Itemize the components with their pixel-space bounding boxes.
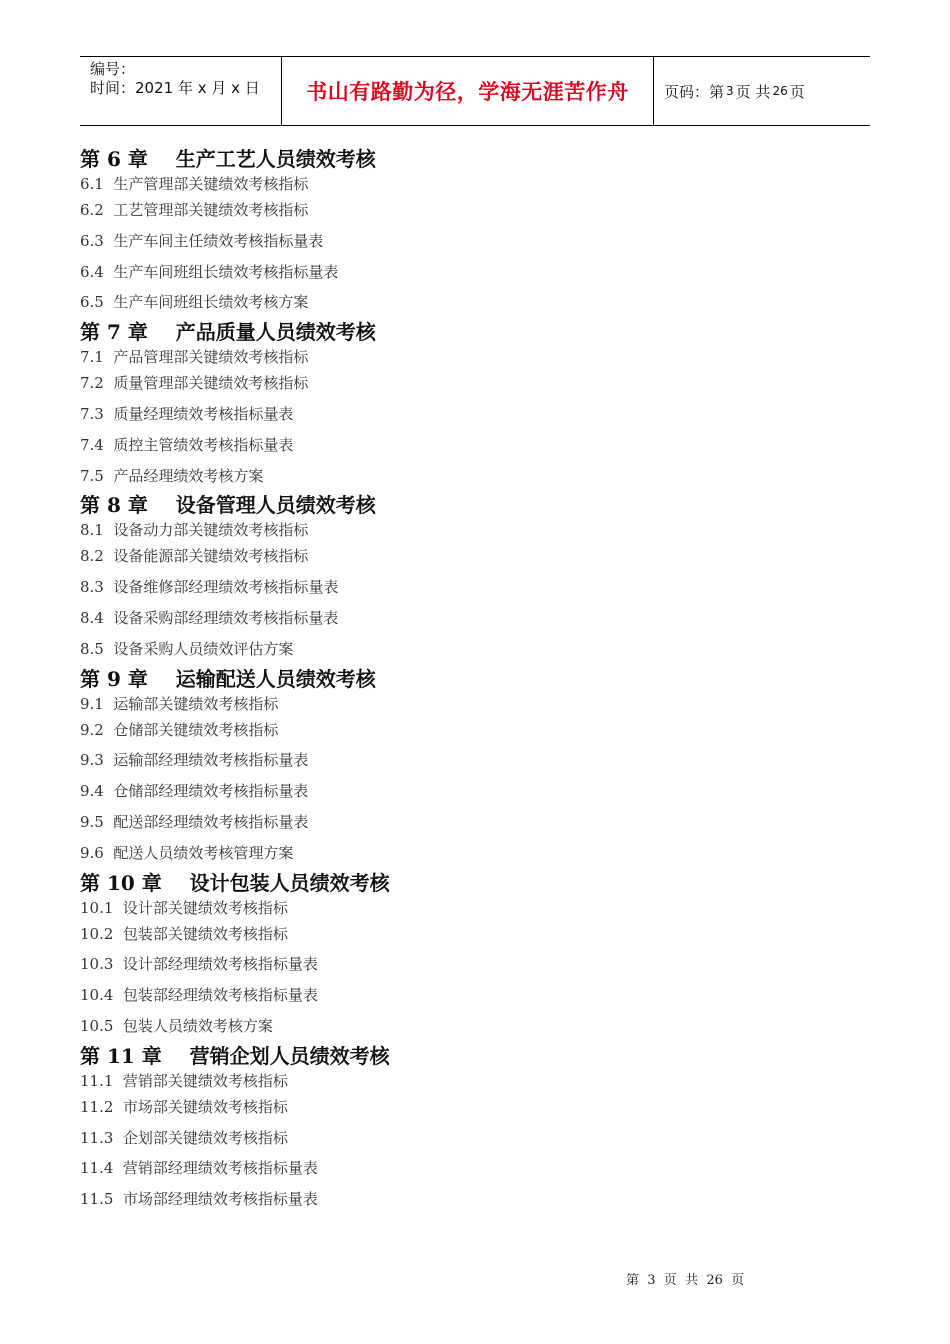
chapter-title: 第 7 章 产品质量人员绩效考核 bbox=[80, 320, 376, 345]
toc-item: 11.4 营销部经理绩效考核指标量表 bbox=[80, 1159, 318, 1178]
chapter-title: 第 9 章 运输配送人员绩效考核 bbox=[80, 666, 376, 691]
toc-item: 7.1 产品管理部关键绩效考核指标 bbox=[80, 348, 309, 367]
header-meta bbox=[80, 57, 282, 125]
toc-item: 9.4 仓储部经理绩效考核指标量表 bbox=[80, 782, 309, 801]
chapter-title: 第 11 章 营销企划人员绩效考核 bbox=[80, 1043, 390, 1068]
toc-item: 9.6 配送人员绩效考核管理方案 bbox=[80, 843, 294, 862]
toc-item: 7.4 质控主管绩效考核指标量表 bbox=[80, 435, 294, 454]
toc-item: 9.2 仓储部关键绩效考核指标 bbox=[80, 720, 279, 739]
toc-item: 6.3 生产车间主任绩效考核指标量表 bbox=[80, 231, 324, 250]
toc-item: 9.3 运输部经理绩效考核指标量表 bbox=[80, 751, 309, 770]
page-current: 3 bbox=[726, 84, 734, 98]
table-of-contents bbox=[80, 145, 870, 1215]
header-page-info bbox=[654, 57, 870, 125]
toc-item: 6.4 生产车间班组长绩效考核指标量表 bbox=[80, 262, 339, 281]
toc-item: 6.1 生产管理部关键绩效考核指标 bbox=[80, 175, 309, 193]
toc-item: 6.5 生产车间班组长绩效考核方案 bbox=[80, 293, 309, 312]
toc-item: 6.2 工艺管理部关键绩效考核指标 bbox=[80, 201, 309, 219]
chapter-title: 第 6 章 生产工艺人员绩效考核 bbox=[80, 147, 376, 171]
toc-item: 11.5 市场部经理绩效考核指标量表 bbox=[80, 1190, 318, 1209]
toc-item: 11.1 营销部关键绩效考核指标 bbox=[80, 1071, 288, 1090]
page-header bbox=[80, 56, 870, 126]
toc-item: 11.3 企划部关键绩效考核指标 bbox=[80, 1128, 288, 1147]
document-number-label: 编号： bbox=[90, 60, 136, 78]
toc-item: 10.2 包装部关键绩效考核指标 bbox=[80, 924, 288, 943]
chapter-title: 第 10 章 设计包装人员绩效考核 bbox=[80, 870, 390, 895]
toc-item: 8.3 设备维修部经理绩效考核指标量表 bbox=[80, 578, 339, 597]
toc-item: 9.5 配送部经理绩效考核指标量表 bbox=[80, 812, 309, 831]
document-date: 时间：2021 年 x 月 x 日 bbox=[90, 79, 260, 97]
toc-item: 10.4 包装部经理绩效考核指标量表 bbox=[80, 986, 318, 1005]
toc-item: 8.1 设备动力部关键绩效考核指标 bbox=[80, 521, 309, 540]
toc-item: 8.2 设备能源部关键绩效考核指标 bbox=[80, 547, 309, 566]
page-prefix: 页码：第 bbox=[664, 82, 725, 101]
page-mid: 页 共 bbox=[735, 82, 771, 101]
toc-item: 10.5 包装人员绩效考核方案 bbox=[80, 1016, 273, 1035]
page-footer: 第 3 页 共 26 页 bbox=[626, 1273, 745, 1288]
toc-item: 7.2 质量管理部关键绩效考核指标 bbox=[80, 374, 309, 393]
toc-item: 11.2 市场部关键绩效考核指标 bbox=[80, 1097, 288, 1116]
toc-item: 9.1 运输部关键绩效考核指标 bbox=[80, 694, 279, 713]
toc-item: 7.5 产品经理绩效考核方案 bbox=[80, 466, 264, 485]
toc-item: 8.5 设备采购人员绩效评估方案 bbox=[80, 639, 294, 658]
toc-item: 8.4 设备采购部经理绩效考核指标量表 bbox=[80, 608, 339, 627]
chapter-title: 第 8 章 设备管理人员绩效考核 bbox=[80, 493, 376, 518]
toc-item: 10.3 设计部经理绩效考核指标量表 bbox=[80, 955, 318, 974]
page-total: 26 bbox=[772, 84, 788, 98]
toc-item: 7.3 质量经理绩效考核指标量表 bbox=[80, 404, 294, 423]
header-motto: 书山有路勤为径，学海无涯苦作舟 bbox=[282, 57, 654, 125]
page-suffix: 页 bbox=[789, 82, 805, 101]
toc-item: 10.1 设计部关键绩效考核指标 bbox=[80, 898, 288, 917]
